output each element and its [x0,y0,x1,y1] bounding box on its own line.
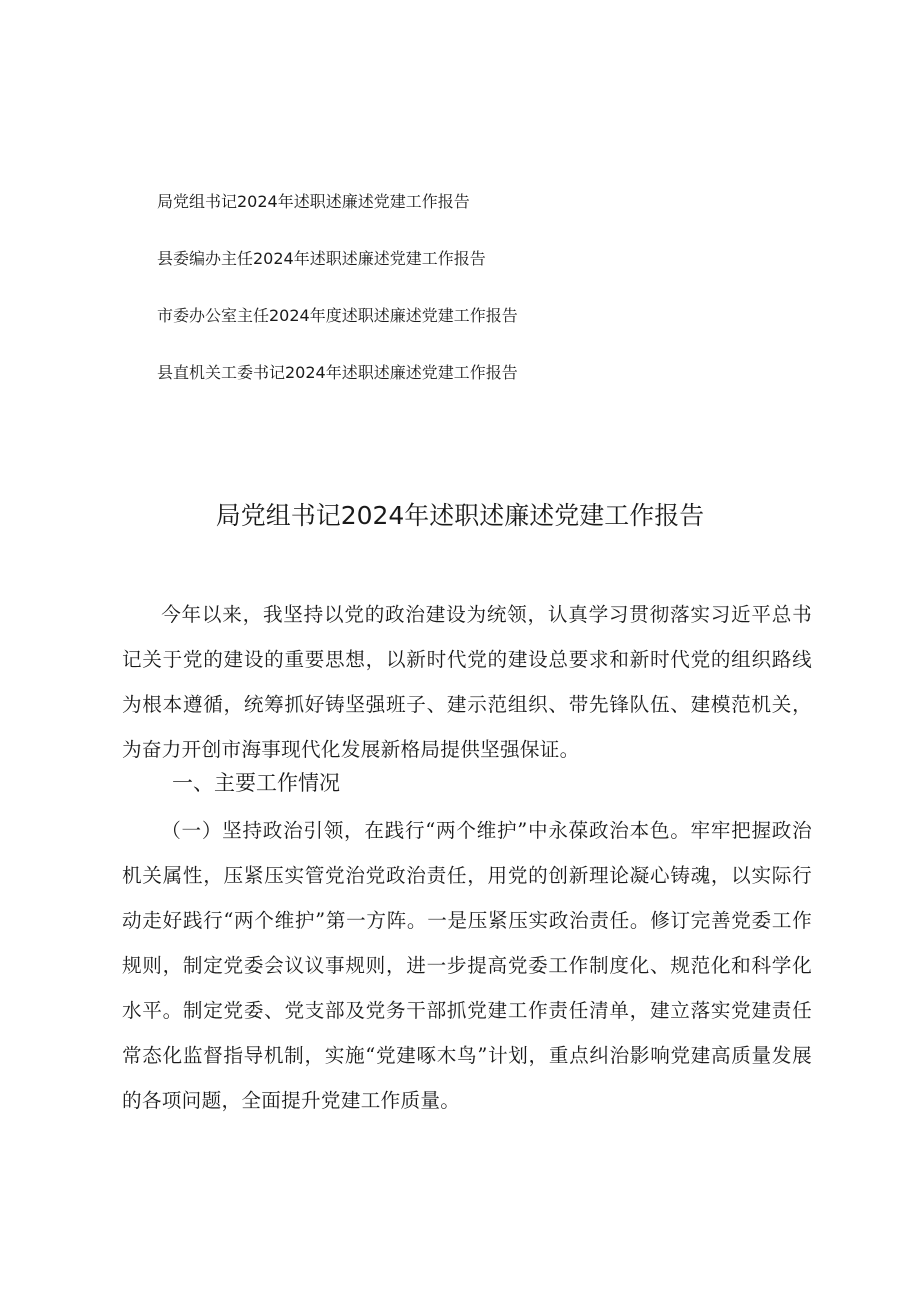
toc-item: 市委办公室主任2024年度述职述廉述党建工作报告 [157,306,518,325]
toc-item: 县直机关工委书记2024年述职述廉述党建工作报告 [157,363,518,382]
table-of-contents [157,188,757,416]
toc-item: 局党组书记2024年述职述廉述党建工作报告 [157,192,470,211]
intro-paragraph: 今年以来，我坚持以党的政治建设为统领，认真学习贯彻落实习近平总书记关于党的建设的重要思想，以新时代党的建设总要求和新时代党的组织路线为根本遵循，统筹抓好铸坚强班子、建示范组织、带先锋队伍、建模范机关，为奋力开创市海事现代化发展新格局提供坚强保证。 [122,603,812,761]
section-paragraph: （一）坚持政治引领，在践行“两个维护”中永葆政治本色。牢牢把握政治机关属性，压紧压实管党治党政治责任，用党的创新理论凝心铸魂，以实际行动走好践行“两个维护”第一方阵。一是压紧压实政治责任。修订完善党委工作规则，制定党委会议议事规则，进一步提高党委工作制度化、规范化和科学化水平。制定党委、党支部及党务干部抓党建工作责任清单，建立落实党建责任常态化监督指导机制，实施“党建啄木鸟”计划，重点纠治影响党建高质量发展的各项问题，全面提升党建工作质量。 [122,819,812,1112]
document-title: 局党组书记2024年述职述廉述党建工作报告 [215,501,705,530]
section-heading: 一、主要工作情况 [172,771,340,795]
toc-item: 县委编办主任2024年述职述廉述党建工作报告 [157,249,486,268]
